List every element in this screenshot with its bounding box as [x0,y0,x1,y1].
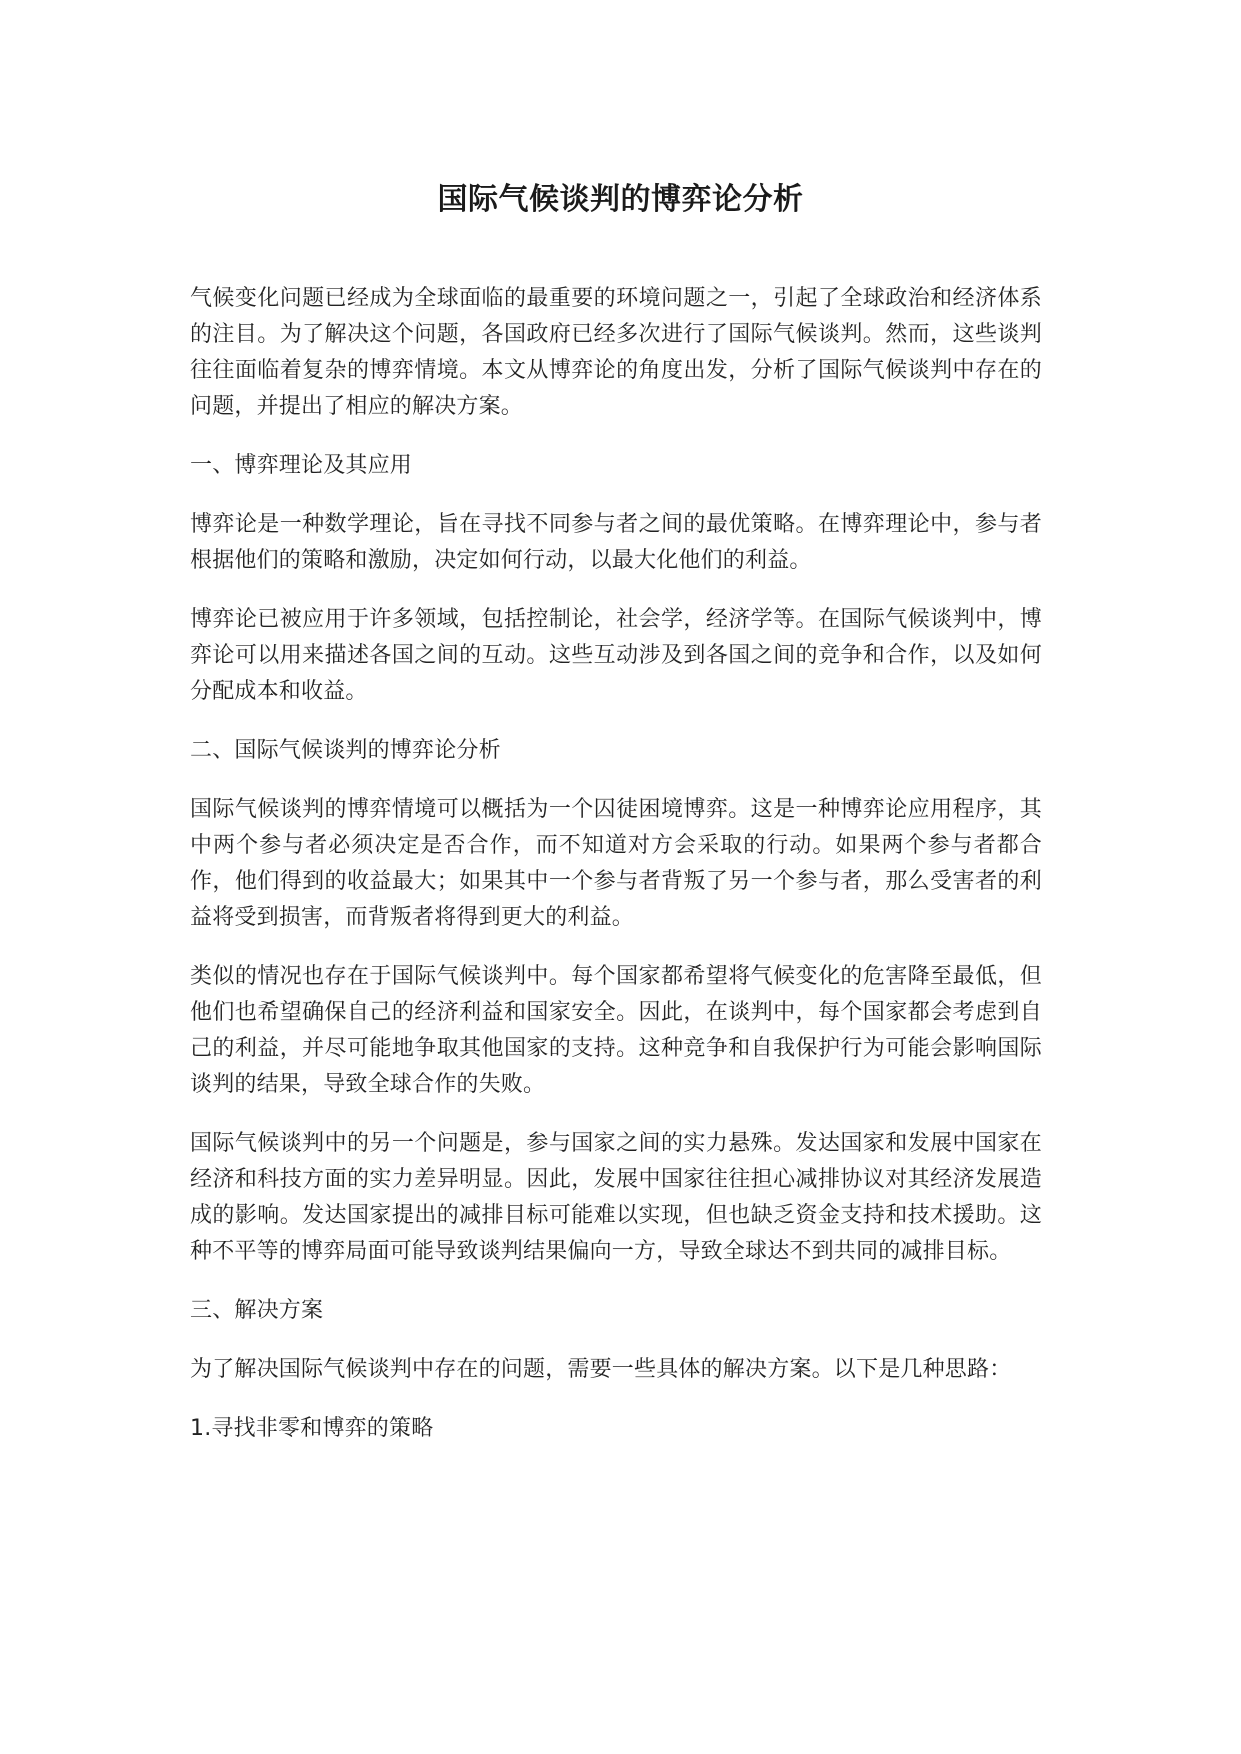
document-body [190,281,1042,1470]
intro-paragraph: 气候变化问题已经成为全球面临的最重要的环境问题之一，引起了全球政治和经济体系的注目。为了解决这个问题，各国政府已经多次进行了国际气候谈判。然而，这些谈判往往面临着复杂的博弈情境。本文从博弈论的角度出发，分析了国际气候谈判中存在的问题，并提出了相应的解决方案。 [190,286,1042,419]
subsection-heading-1: 1.寻找非零和博弈的策略 [190,1416,434,1441]
paragraph-game-theory-definition: 博弈论是一种数学理论，旨在寻找不同参与者之间的最优策略。在博弈理论中，参与者根据他们的策略和激励，决定如何行动，以最大化他们的利益。 [190,512,1042,573]
paragraph-power-imbalance: 国际气候谈判中的另一个问题是，参与国家之间的实力悬殊。发达国家和发展中国家在经济和科技方面的实力差异明显。因此，发展中国家往往担心减排协议对其经济发展造成的影响。发达国家提出的减排目标可能难以实现，但也缺乏资金支持和技术援助。这种不平等的博弈局面可能导致谈判结果偏向一方，导致全球达不到共同的减排目标。 [190,1131,1042,1264]
section-heading-2: 二、国际气候谈判的博弈论分析 [190,738,501,763]
paragraph-game-theory-applications: 博弈论已被应用于许多领域，包括控制论，社会学，经济学等。在国际气候谈判中，博弈论可以用来描述各国之间的互动。这些互动涉及到各国之间的竞争和合作，以及如何分配成本和收益。 [190,607,1042,704]
section-heading-3: 三、解决方案 [190,1298,324,1323]
paragraph-national-interests: 类似的情况也存在于国际气候谈判中。每个国家都希望将气候变化的危害降至最低，但他们也希望确保自己的经济利益和国家安全。因此，在谈判中，每个国家都会考虑到自己的利益，并尽可能地争取其他国家的支持。这种竞争和自我保护行为可能会影响国际谈判的结果，导致全球合作的失败。 [190,964,1042,1097]
document-title: 国际气候谈判的博弈论分析 [437,182,804,217]
paragraph-solutions-intro: 为了解决国际气候谈判中存在的问题，需要一些具体的解决方案。以下是几种思路： [190,1357,1012,1382]
paragraph-prisoners-dilemma: 国际气候谈判的博弈情境可以概括为一个囚徒困境博弈。这是一种博弈论应用程序，其中两个参与者必须决定是否合作，而不知道对方会采取的行动。如果两个参与者都合作，他们得到的收益最大；如果其中一个参与者背叛了另一个参与者，那么受害者的利益将受到损害，而背叛者将得到更大的利益。 [190,797,1042,930]
section-heading-1: 一、博弈理论及其应用 [190,453,413,478]
